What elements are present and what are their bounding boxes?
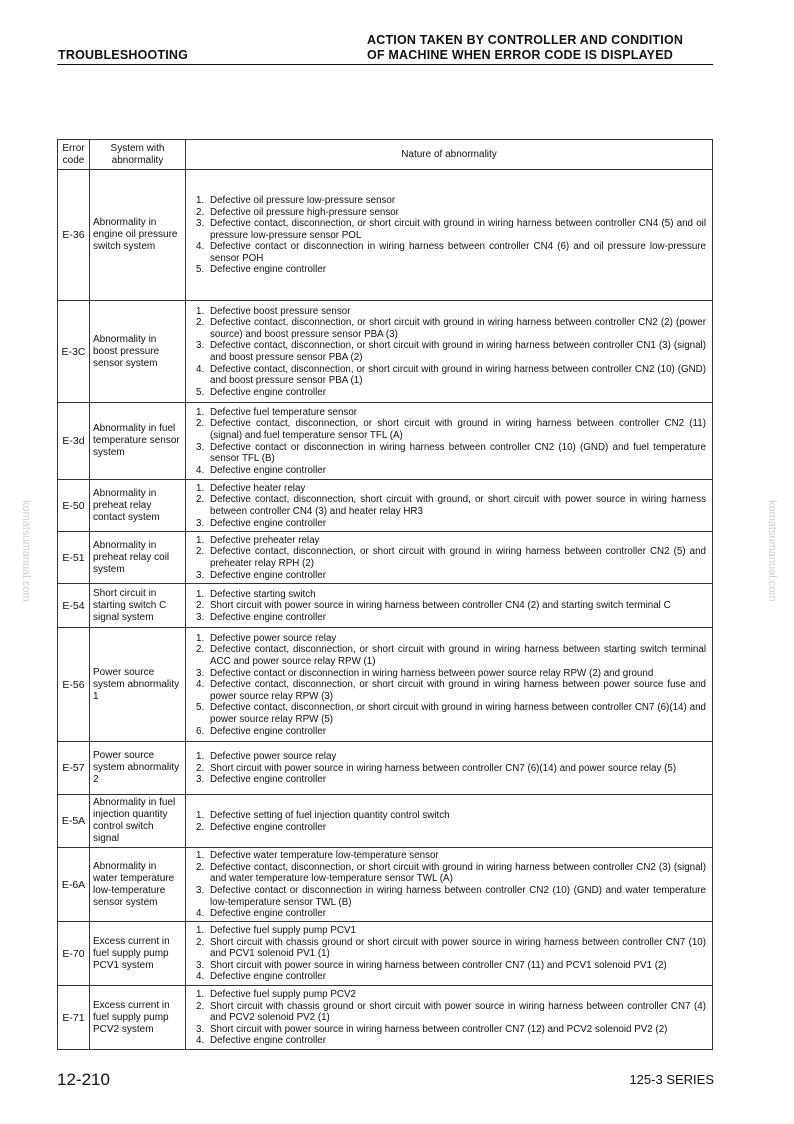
list-item [196,600,706,612]
error-code-cell: E-71 [58,986,90,1050]
item-number: 5. [196,264,205,276]
item-text: Defective heater relay [210,482,306,494]
item-number: 3. [196,1023,205,1035]
nature-cell [186,922,713,986]
list-item [196,668,706,680]
item-number: 3. [196,774,205,786]
item-number: 3. [196,569,205,581]
item-text: Defective oil pressure low-pressure sensor [210,194,396,206]
item-number: 3. [196,340,205,352]
item-number: 2. [196,821,205,833]
list-item [196,546,706,569]
list-item [196,774,706,786]
system-cell: Abnormality in fuel temperature sensor system [90,403,186,480]
error-code-cell: E-54 [58,584,90,628]
item-number: 2. [196,317,205,329]
list-item [196,726,706,738]
item-text: Defective power source relay [210,632,337,644]
list-item [196,822,706,834]
list-item [196,465,706,477]
system-cell: Abnormality in fuel injection quantity control switch signal [90,795,186,848]
table-row [58,742,713,795]
list-item [196,418,706,441]
page-heading-line-1: ACTION TAKEN BY CONTROLLER AND CONDITION [367,33,684,47]
list-item [196,971,706,983]
list-item [196,1024,706,1036]
item-number: 4. [196,241,205,253]
item-number: 4. [196,679,205,691]
nature-cell [186,628,713,742]
item-text: Defective engine controller [210,725,326,737]
item-number: 2. [196,546,205,558]
error-code-cell: E-36 [58,170,90,301]
system-cell: Short circuit in starting switch C signal system [90,584,186,628]
list-item [196,364,706,387]
list-item [196,535,706,547]
item-text: Defective engine controller [210,386,326,398]
item-number: 3. [196,441,205,453]
system-cell: Abnormality in preheat relay coil system [90,532,186,584]
item-text: Defective engine controller [210,517,326,529]
item-text: Defective contact, disconnection, or short circuit with ground in wiring harness between controller CN7 (6)(14) and power source relay RPW (5) [210,702,706,725]
item-text: Defective preheater relay [210,534,320,546]
abnormality-list [196,925,706,983]
header-system-line-2: abnormality [111,154,164,166]
abnormality-list [196,535,706,581]
system-cell: Abnormality in preheat relay contact system [90,480,186,532]
header-system [90,140,186,170]
item-number: 3. [196,611,205,623]
item-number: 1. [196,482,205,494]
error-code-cell: E-51 [58,532,90,584]
item-text: Short circuit with chassis ground or short circuit with power source in wiring harness between controller CN7 (10) and PCV1 solenoid PV1 (1) [210,936,706,960]
nature-cell [186,403,713,480]
item-text: Defective contact or disconnection in wiring harness between controller CN2 (10) (GND) and fuel temperature sensor TFL (B) [210,441,706,465]
item-text: Defective engine controller [210,971,326,983]
list-item [196,589,706,601]
nature-cell [186,848,713,922]
error-code-cell: E-70 [58,922,90,986]
table-body [58,170,713,1050]
page-number: 12-210 [57,1070,110,1089]
table-row [58,532,713,584]
list-item [196,241,706,264]
list-item [196,862,706,885]
item-number: 1. [196,305,205,317]
nature-cell [186,532,713,584]
list-item [196,908,706,920]
list-item [196,989,706,1001]
list-item [196,1035,706,1047]
abnormality-list [196,751,706,786]
abnormality-list [196,989,706,1047]
abnormality-list [196,195,706,276]
item-text: Defective engine controller [210,464,326,476]
abnormality-list [196,306,706,399]
table-row [58,795,713,848]
page-heading-line-2: OF MACHINE WHEN ERROR CODE IS DISPLAYED [367,48,673,62]
table-row [58,170,713,301]
list-item [196,763,706,775]
list-item [196,218,706,241]
table-row [58,986,713,1050]
item-text: Defective contact or disconnection in wiring harness between controller CN4 (6) and oil pressure low-pressure sensor POH [210,241,706,264]
item-text: Defective engine controller [210,611,326,623]
error-code-cell: E-56 [58,628,90,742]
item-number: 2. [196,418,205,430]
list-item [196,644,706,667]
item-number: 5. [196,386,205,398]
list-item [196,442,706,465]
item-number: 1. [196,534,205,546]
item-number: 1. [196,751,205,763]
header-error-code-line-2: code [62,154,85,166]
item-text: Defective contact or disconnection in wiring harness between controller CN2 (10) (GND) and water temperature low-temperature sensor TWL (B) [210,885,706,908]
table-row [58,628,713,742]
item-text: Short circuit with power source in wiring harness between controller CN4 (2) and starting switch terminal C [210,600,671,612]
nature-cell [186,986,713,1050]
abnormality-list [196,407,706,477]
item-text: Defective contact, disconnection, or short circuit with ground in wiring harness between controller CN2 (3) (signal) and water temperature low-temperature sensor TWL (A) [210,861,706,885]
nature-cell [186,480,713,532]
item-number: 2. [196,936,205,948]
list-item [196,960,706,972]
error-code-table [57,139,713,1050]
item-number: 5. [196,702,205,714]
system-cell: Excess current in fuel supply pump PCV1 system [90,922,186,986]
item-text: Defective contact, disconnection, short circuit with ground, or short circuit with power source in wiring harness between controller CN4 (3) and heater relay HR3 [210,494,706,517]
item-number: 2. [196,206,205,218]
list-item [196,850,706,862]
list-item [196,937,706,960]
header-rule [57,64,713,65]
item-text: Short circuit with power source in wiring harness between controller CN7 (11) and PCV1 solenoid PV1 (2) [210,959,667,971]
system-cell: Abnormality in engine oil pressure switch system [90,170,186,301]
list-item [196,751,706,763]
list-item [196,483,706,495]
item-text: Defective contact, disconnection, or short circuit with ground in wiring harness between controller CN2 (11) (signal) and fuel temperature sensor TFL (A) [210,418,706,441]
list-item [196,518,706,530]
header-system-line-1: System with [110,142,165,154]
item-number: 3. [196,885,205,896]
item-text: Defective contact, disconnection, or short circuit with ground in wiring harness between controller CN1 (3) (signal) and boost pressure sensor PBA (2) [210,340,706,363]
item-number: 2. [196,1000,205,1012]
item-number: 3. [196,959,205,971]
item-number: 2. [196,762,205,774]
item-number: 1. [196,194,205,206]
table-row [58,480,713,532]
nature-cell [186,170,713,301]
error-code-cell: E-3C [58,301,90,403]
list-item [196,925,706,937]
list-item [196,679,706,702]
list-item [196,1001,706,1024]
item-number: 1. [196,809,205,821]
item-number: 2. [196,644,205,656]
item-text: Defective contact, disconnection, or short circuit with ground in wiring harness between controller CN2 (10) (GND) and boost pressure sensor PBA (1) [210,363,706,387]
abnormality-list [196,850,706,920]
item-number: 1. [196,406,205,418]
item-number: 4. [196,908,205,920]
item-number: 2. [196,861,205,873]
abnormality-list [196,589,706,624]
item-text: Defective engine controller [210,908,326,920]
list-item [196,702,706,725]
item-number: 4. [196,464,205,476]
table-row [58,403,713,480]
item-text: Defective boost pressure sensor [210,305,351,317]
nature-cell [186,584,713,628]
error-code-cell: E-57 [58,742,90,795]
item-text: Defective contact, disconnection, or short circuit with ground in wiring harness between controller CN2 (5) and preheater relay RPH (2) [210,546,706,569]
abnormality-list [196,810,706,833]
item-text: Defective engine controller [210,264,326,276]
nature-cell [186,742,713,795]
item-text: Defective contact, disconnection, or short circuit with ground in wiring harness between starting switch terminal ACC and power source relay RPW (1) [210,644,706,668]
item-text: Defective contact or disconnection in wiring harness between power source relay RPW (2) and ground [210,667,654,679]
list-item [196,612,706,624]
system-cell: Excess current in fuel supply pump PCV2 system [90,986,186,1050]
item-text: Defective power source relay [210,751,337,763]
header-error-code [58,140,90,170]
abnormality-list [196,633,706,737]
list-item [196,317,706,340]
item-number: 1. [196,632,205,644]
item-text: Defective setting of fuel injection quantity control switch [210,809,450,821]
table-row [58,848,713,922]
list-item [196,387,706,399]
header-error-code-line-1: Error [62,142,85,154]
list-item [196,195,706,207]
list-item [196,340,706,363]
nature-cell [186,795,713,848]
table-header-row [58,140,713,170]
list-item [196,306,706,318]
item-text: Defective engine controller [210,774,326,786]
error-code-cell: E-6A [58,848,90,922]
item-text: Defective engine controller [210,569,326,581]
list-item [196,885,706,908]
item-number: 6. [196,725,205,737]
header-nature: Nature of abnormality [186,140,713,170]
nature-cell [186,301,713,403]
item-text: Short circuit with chassis ground or short circuit with power source in wiring harness between controller CN7 (4) and PCV2 solenoid PV2 (1) [210,1000,706,1024]
list-item [196,494,706,517]
item-text: Defective engine controller [210,821,326,833]
error-code-cell: E-3d [58,403,90,480]
list-item [196,570,706,582]
list-item [196,207,706,219]
item-text: Defective fuel supply pump PCV1 [210,925,356,937]
table-row [58,584,713,628]
list-item [196,810,706,822]
item-text: Defective fuel temperature sensor [210,406,358,418]
error-code-cell: E-5A [58,795,90,848]
item-number: 1. [196,850,205,862]
item-text: Defective water temperature low-temperature sensor [210,850,439,862]
system-cell: Abnormality in water temperature low-temperature sensor system [90,848,186,922]
item-number: 1. [196,588,205,600]
item-text: Defective starting switch [210,588,316,600]
system-cell: Power source system abnormality 2 [90,742,186,795]
item-text: Defective fuel supply pump PCV2 [210,989,356,1001]
item-number: 2. [196,494,205,506]
list-item [196,264,706,276]
item-text: Defective contact, disconnection, or short circuit with ground in wiring harness between power source fuse and power source relay RPW (3) [210,679,706,702]
item-text: Defective engine controller [210,1035,326,1047]
item-number: 2. [196,600,205,612]
item-text: Defective contact, disconnection, or short circuit with ground in wiring harness between controller CN4 (5) and oil pressure low-pressure sensor POL [210,218,706,241]
watermark-right: komatsumanual.com [766,500,778,602]
item-text: Short circuit with power source in wiring harness between controller CN7 (6)(14) and power source relay (5) [210,762,677,774]
list-item [196,407,706,419]
item-number: 4. [196,971,205,983]
item-number: 4. [196,1035,205,1047]
page-heading [367,33,683,63]
item-number: 4. [196,363,205,375]
section-title: TROUBLESHOOTING [58,48,189,62]
watermark-left: komatsumanual.com [20,500,32,602]
error-code-cell: E-50 [58,480,90,532]
item-text: Defective contact, disconnection, or short circuit with ground in wiring harness between controller CN2 (2) (power source) and boost pressure sensor PBA (3) [210,317,706,340]
series-label: 125-3 SERIES [629,1072,714,1087]
item-text: Short circuit with power source in wiring harness between controller CN7 (12) and PCV2 solenoid PV2 (2) [210,1023,668,1035]
system-cell: Abnormality in boost pressure sensor system [90,301,186,403]
item-number: 3. [196,517,205,529]
table-row [58,922,713,986]
table-row [58,301,713,403]
item-number: 3. [196,667,205,679]
item-number: 1. [196,925,205,937]
system-cell: Power source system abnormality 1 [90,628,186,742]
item-number: 3. [196,218,205,230]
abnormality-list [196,483,706,529]
item-text: Defective oil pressure high-pressure sensor [210,206,399,218]
list-item [196,633,706,645]
item-number: 1. [196,989,205,1001]
